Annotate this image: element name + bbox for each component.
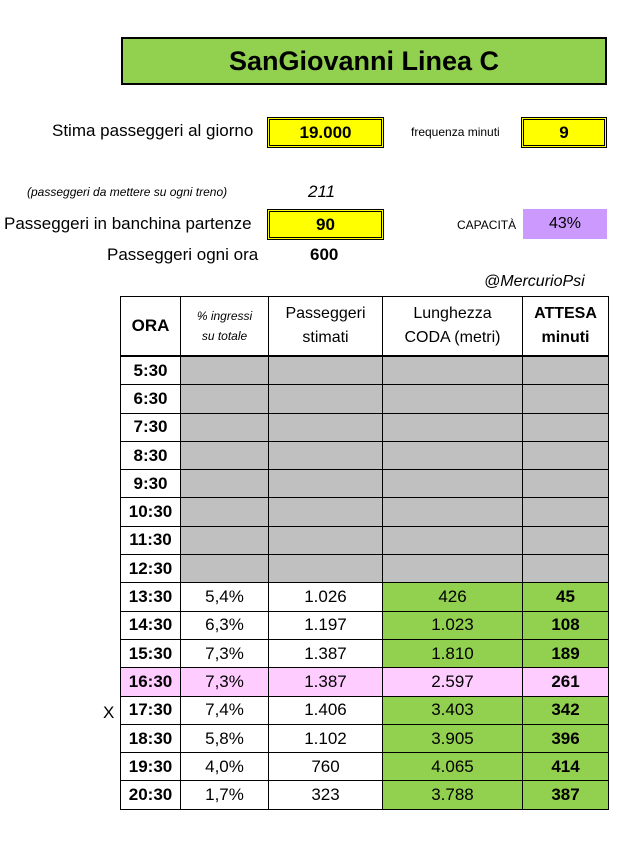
empty-cell <box>181 385 269 413</box>
table-row <box>121 696 609 724</box>
frequency-label: frequenza minuti <box>411 125 500 139</box>
table-row <box>121 385 609 413</box>
wait-cell: 414 <box>523 753 609 781</box>
table-row <box>121 781 609 809</box>
table-row <box>121 555 609 583</box>
empty-cell <box>523 441 609 469</box>
empty-cell <box>523 356 609 385</box>
passengers-cell: 1.387 <box>269 668 383 696</box>
header-pct: % ingressi su totale <box>181 297 269 357</box>
time-cell: 5:30 <box>121 356 181 385</box>
empty-cell <box>383 498 523 526</box>
empty-cell <box>523 498 609 526</box>
table-row <box>121 583 609 611</box>
daily-passengers-field[interactable]: 19.000 <box>267 117 384 148</box>
time-cell: 15:30 <box>121 639 181 667</box>
passengers-cell: 1.197 <box>269 611 383 639</box>
header-queue: Lunghezza CODA (metri) <box>383 297 523 357</box>
queue-cell: 1.810 <box>383 639 523 667</box>
header-passengers: Passeggeri stimati <box>269 297 383 357</box>
table-row <box>121 356 609 385</box>
time-cell: 16:30 <box>121 668 181 696</box>
empty-cell <box>181 555 269 583</box>
time-cell: 7:30 <box>121 413 181 441</box>
time-cell: 9:30 <box>121 470 181 498</box>
table-row <box>121 639 609 667</box>
empty-cell <box>269 555 383 583</box>
time-cell: 20:30 <box>121 781 181 809</box>
header-ora: ORA <box>121 297 181 357</box>
table-row <box>121 611 609 639</box>
wait-cell: 189 <box>523 639 609 667</box>
empty-cell <box>383 413 523 441</box>
empty-cell <box>181 441 269 469</box>
pct-cell: 7,4% <box>181 696 269 724</box>
table-row <box>121 441 609 469</box>
passengers-cell: 1.102 <box>269 724 383 752</box>
wait-cell: 45 <box>523 583 609 611</box>
empty-cell <box>523 526 609 554</box>
empty-cell <box>523 555 609 583</box>
time-cell: 17:30 <box>121 696 181 724</box>
queue-cell: 426 <box>383 583 523 611</box>
empty-cell <box>181 356 269 385</box>
wait-cell: 387 <box>523 781 609 809</box>
queue-cell: 3.905 <box>383 724 523 752</box>
wait-cell: 108 <box>523 611 609 639</box>
author-handle: @MercurioPsi <box>484 273 585 290</box>
time-cell: 6:30 <box>121 385 181 413</box>
table-row <box>121 753 609 781</box>
page-title: SanGiovanni Linea C <box>121 37 607 85</box>
empty-cell <box>523 413 609 441</box>
queue-cell: 3.788 <box>383 781 523 809</box>
passengers-cell: 1.387 <box>269 639 383 667</box>
time-cell: 11:30 <box>121 526 181 554</box>
passengers-cell: 760 <box>269 753 383 781</box>
empty-cell <box>269 526 383 554</box>
wait-cell: 396 <box>523 724 609 752</box>
hourly-passengers-value: 600 <box>310 245 339 264</box>
wait-cell: 342 <box>523 696 609 724</box>
per-train-label: (passeggeri da mettere su ogni treno) <box>27 185 228 199</box>
empty-cell <box>383 526 523 554</box>
empty-cell <box>181 526 269 554</box>
pct-cell: 1,7% <box>181 781 269 809</box>
time-cell: 10:30 <box>121 498 181 526</box>
empty-cell <box>269 470 383 498</box>
time-cell: 19:30 <box>121 753 181 781</box>
pct-cell: 6,3% <box>181 611 269 639</box>
platform-passengers-field[interactable]: 90 <box>267 209 384 240</box>
daily-passengers-label: Stima passeggeri al giorno <box>52 121 254 140</box>
time-cell: 8:30 <box>121 441 181 469</box>
empty-cell <box>269 413 383 441</box>
hourly-passengers-label: Passeggeri ogni ora <box>107 245 259 264</box>
capacity-value: 43% <box>523 209 607 239</box>
empty-cell <box>181 413 269 441</box>
empty-cell <box>181 498 269 526</box>
pct-cell: 5,8% <box>181 724 269 752</box>
passengers-cell: 1.406 <box>269 696 383 724</box>
queue-cell: 3.403 <box>383 696 523 724</box>
empty-cell <box>269 441 383 469</box>
empty-cell <box>523 385 609 413</box>
queue-cell: 4.065 <box>383 753 523 781</box>
queue-cell: 2.597 <box>383 668 523 696</box>
empty-cell <box>383 555 523 583</box>
table-row <box>121 526 609 554</box>
empty-cell <box>383 385 523 413</box>
frequency-field[interactable]: 9 <box>521 117 607 148</box>
time-cell: 13:30 <box>121 583 181 611</box>
row-marker: X <box>103 703 115 722</box>
table-row <box>121 470 609 498</box>
header-wait: ATTESA minuti <box>523 297 609 357</box>
schedule-table <box>120 296 609 810</box>
empty-cell <box>181 470 269 498</box>
pct-cell: 7,3% <box>181 668 269 696</box>
time-cell: 14:30 <box>121 611 181 639</box>
time-cell: 12:30 <box>121 555 181 583</box>
empty-cell <box>269 498 383 526</box>
empty-cell <box>269 356 383 385</box>
pct-cell: 7,3% <box>181 639 269 667</box>
pct-cell: 5,4% <box>181 583 269 611</box>
empty-cell <box>383 356 523 385</box>
table-row <box>121 498 609 526</box>
wait-cell: 261 <box>523 668 609 696</box>
empty-cell <box>523 470 609 498</box>
empty-cell <box>269 385 383 413</box>
table-row-highlighted <box>121 668 609 696</box>
table-row <box>121 413 609 441</box>
queue-cell: 1.023 <box>383 611 523 639</box>
empty-cell <box>383 441 523 469</box>
passengers-cell: 323 <box>269 781 383 809</box>
platform-passengers-label: Passeggeri in banchina partenze <box>4 214 252 233</box>
passengers-cell: 1.026 <box>269 583 383 611</box>
table-header-row <box>121 297 609 357</box>
table-row <box>121 724 609 752</box>
pct-cell: 4,0% <box>181 753 269 781</box>
time-cell: 18:30 <box>121 724 181 752</box>
empty-cell <box>383 470 523 498</box>
capacity-label: CAPACITÀ <box>457 218 517 232</box>
per-train-value: 211 <box>308 182 336 201</box>
